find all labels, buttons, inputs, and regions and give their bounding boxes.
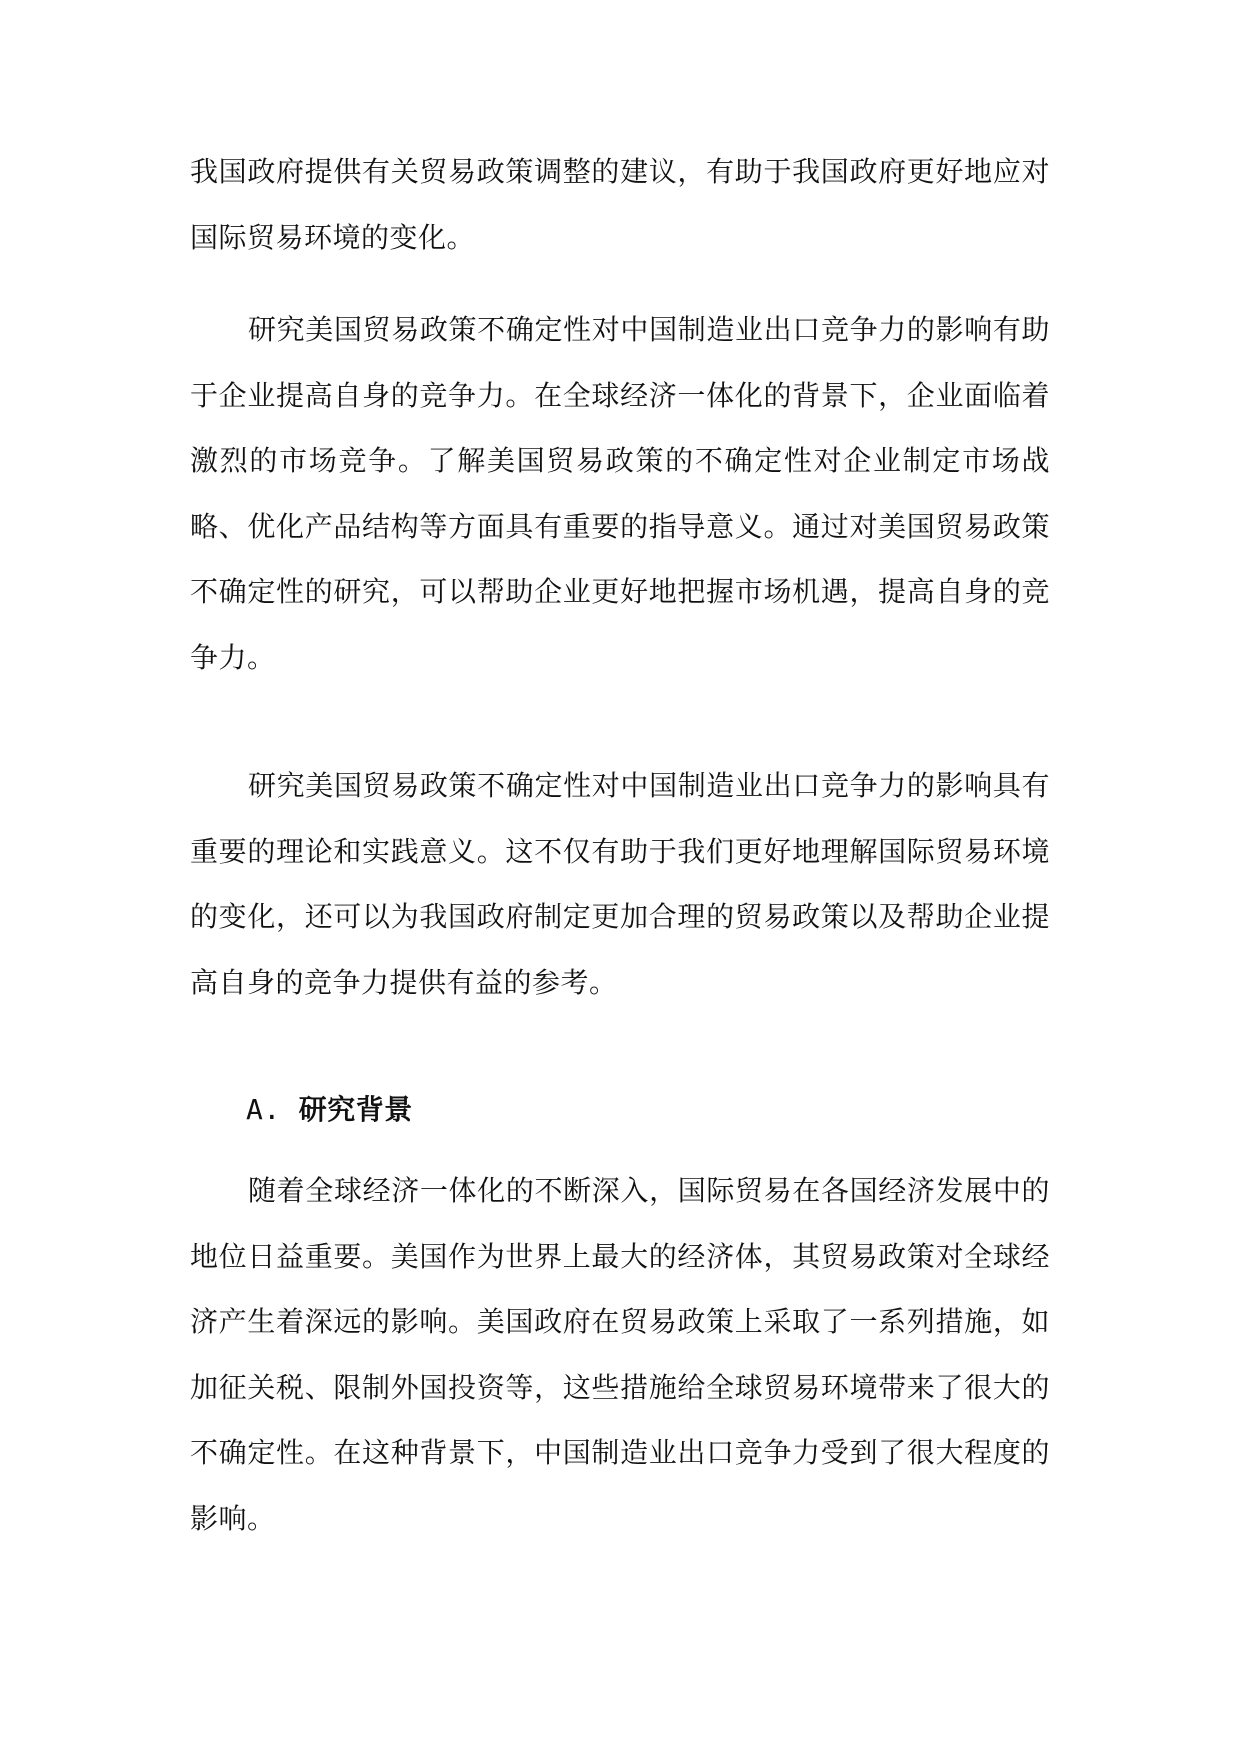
section-heading-label: A. <box>246 1093 281 1126</box>
paragraph-background: 随着全球经济一体化的不断深入，国际贸易在各国经济发展中的地位日益重要。美国作为世界上最大的经济体，其贸易政策对全球经济产生着深远的影响。美国政府在贸易政策上采取了一系列措施，如加征关税、限制外国投资等，这些措施给全球贸易环境带来了很大的不确定性。在这种背景下，中国制造业出口竞争力受到了很大程度的影响。 <box>190 1174 1050 1535</box>
section-heading-title: 研究背景 <box>298 1093 413 1126</box>
section-heading <box>246 1090 413 1130</box>
paragraph-continuation: 我国政府提供有关贸易政策调整的建议，有助于我国政府更好地应对国际贸易环境的变化。 <box>190 155 1050 254</box>
paragraph-significance: 研究美国贸易政策不确定性对中国制造业出口竞争力的影响具有重要的理论和实践意义。这不仅有助于我们更好地理解国际贸易环境的变化，还可以为我国政府制定更加合理的贸易政策以及帮助企业提高自身的竞争力提供有益的参考。 <box>190 769 1050 999</box>
paragraph-enterprise-competitiveness: 研究美国贸易政策不确定性对中国制造业出口竞争力的影响有助于企业提高自身的竞争力。在全球经济一体化的背景下，企业面临着激烈的市场竞争。了解美国贸易政策的不确定性对企业制定市场战略、优化产品结构等方面具有重要的指导意义。通过对美国贸易政策不确定性的研究，可以帮助企业更好地把握市场机遇，提高自身的竞争力。 <box>190 313 1050 674</box>
